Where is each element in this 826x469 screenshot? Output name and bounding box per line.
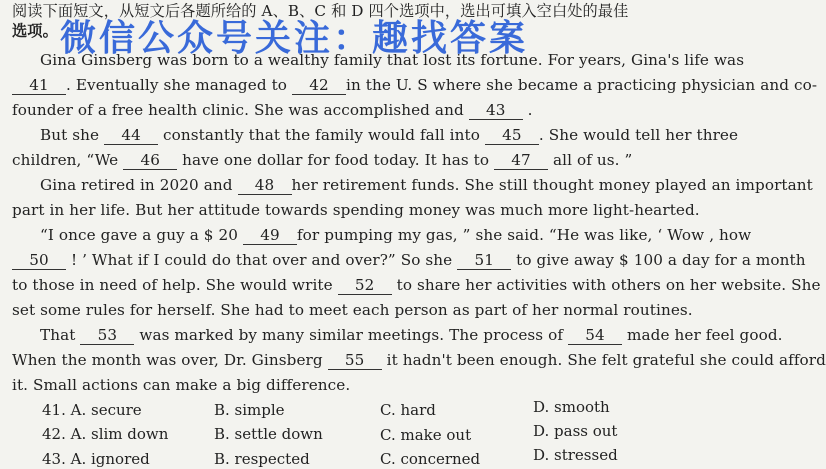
blank-53: 53 — [80, 327, 134, 345]
blank-48: 48 — [238, 177, 292, 195]
passage-line: children, “We 46 have one dollar for food today. It has to 47 all of us. ” — [12, 151, 633, 169]
blank-45: 45 — [485, 127, 539, 145]
passage-line: it. Small actions can make a big difference. — [12, 376, 351, 394]
passage-line: “I once gave a guy a $ 20 49 for pumping my gas, ” she said. “He was like, ‘ Wow , how — [40, 226, 752, 244]
passage-line: But she 44 constantly that the family would fall into 45 . She would tell her three — [40, 126, 739, 144]
option-41-a: 41. A. secure — [42, 401, 142, 419]
passage-line: part in her life. But her attitude towards spending money was much more light-hearted. — [12, 201, 700, 219]
blank-55: 55 — [328, 352, 382, 370]
option-43-b: B. respected — [214, 450, 310, 468]
watermark-overlay: 微信公众号关注：趣找答案 — [60, 18, 529, 59]
option-43-a: 43. A. ignored — [42, 450, 150, 468]
option-41-b: B. simple — [214, 401, 285, 419]
passage-line: Gina retired in 2020 and 48 her retirement funds. She still thought money played an important — [40, 176, 813, 194]
passage-line: 41 . Eventually she managed to 42 in the U. S where she became a practicing physician and co- — [12, 76, 692, 95]
passage-line: to those in need of help. She would write 52 to share her activities with others on her website. She — [12, 276, 821, 294]
option-43-d: D. stressed — [533, 446, 618, 464]
passage-line: set some rules for herself. She had to meet each person as part of her normal routines. — [12, 301, 693, 319]
option-43-c: C. concerned — [380, 450, 481, 468]
blank-41: 41 — [12, 77, 66, 95]
blank-46: 46 — [123, 152, 177, 170]
blank-42: 42 — [292, 77, 346, 95]
option-42-c: C. make out — [380, 426, 472, 444]
passage-line: When the month was over, Dr. Ginsberg 55 it hadn't been enough. She felt grateful she could afford — [12, 351, 826, 369]
passage-line: Gina Ginsberg was born to a wealthy family that lost its fortune. For years, Gina's life was — [40, 51, 745, 69]
blank-43: 43 — [469, 102, 523, 120]
option-42-b: B. settle down — [214, 425, 323, 443]
passage-line: 50 ! ’ What if I could do that over and over?” So she 51 to give away $ 100 a day for a month — [12, 251, 692, 270]
passage-line: founder of a free health clinic. She was accomplished and 43 . — [12, 101, 533, 119]
option-41-d: D. smooth — [533, 398, 610, 416]
blank-52: 52 — [338, 277, 392, 295]
blank-49: 49 — [243, 227, 297, 245]
blank-54: 54 — [568, 327, 622, 345]
option-42-d: D. pass out — [533, 422, 618, 440]
blank-44: 44 — [104, 127, 158, 145]
instruction-line-2: 选项。 — [12, 22, 58, 40]
option-41-c: C. hard — [380, 401, 436, 419]
blank-47: 47 — [494, 152, 548, 170]
passage-line: That 53 was marked by many similar meetings. The process of 54 made her feel good. — [40, 326, 783, 344]
blank-50: 50 — [12, 252, 66, 270]
option-42-a: 42. A. slim down — [42, 425, 169, 443]
instruction-line-1: 阅读下面短文，从短文后各题所给的 A、B、C 和 D 四个选项中，选出可填入空白处的最佳 — [12, 2, 629, 20]
blank-51: 51 — [457, 252, 511, 270]
